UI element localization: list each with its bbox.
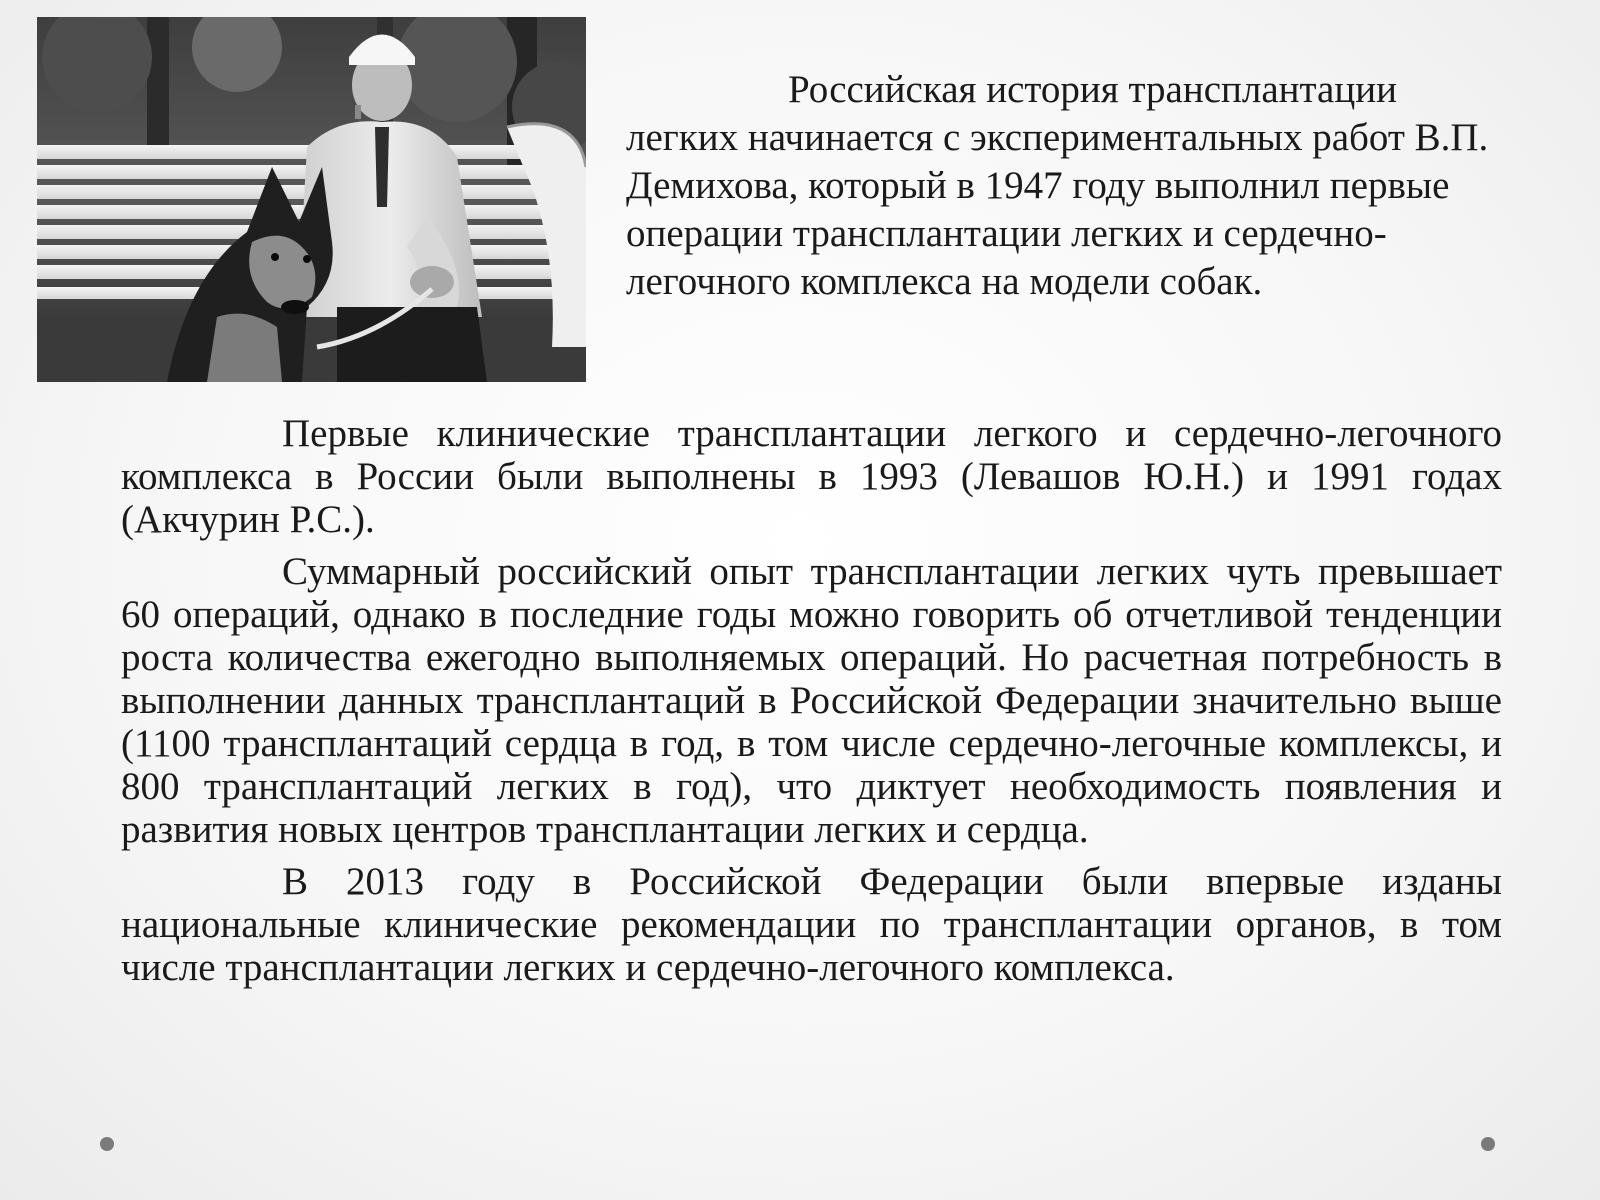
paragraph-clinical-history: Первые клинические трансплантации легкого и сердечно-легочного комплекса в России были выполнены в 1993 (Левашов Ю.Н.) и 1991 годах (Акчурин Р.С.). (121, 412, 1502, 541)
paragraph-national-guidelines: В 2013 году в Российской Федерации были впервые изданы национальные клинические рекомендации по трансплантации органов, в том числе трансплантации легких и сердечно-легочного комплекса. (121, 860, 1502, 989)
intro-text: Российская история трансплантации легких начинается с экспериментальных работ В.П. Демихова, который в 1947 году выполнил первые операции трансплантации легких и сердечно-легочного комплекса на модели собак. (626, 68, 1489, 303)
intro-paragraph (626, 66, 1506, 306)
slide-decor-dot-right (1481, 1137, 1495, 1151)
paragraph-russian-experience: Суммарный российский опыт трансплантации легких чуть превышает 60 операций, однако в последние годы можно говорить об отчетливой тенденции роста количества ежегодно выполняемых операций. Но расчетная потребность в выполнении данных трансплантаций в Российской Федерации значительно выше (1100 трансплантаций сердца в год, в том числе сердечно-легочные комплексы, и 800 трансплантаций легких в год), что диктует необходимость появления и развития новых центров трансплантации легких и сердца. (121, 550, 1502, 851)
slide-decor-dot-left (100, 1137, 114, 1151)
body-text (121, 412, 1502, 998)
demikhov-photo (37, 17, 586, 382)
